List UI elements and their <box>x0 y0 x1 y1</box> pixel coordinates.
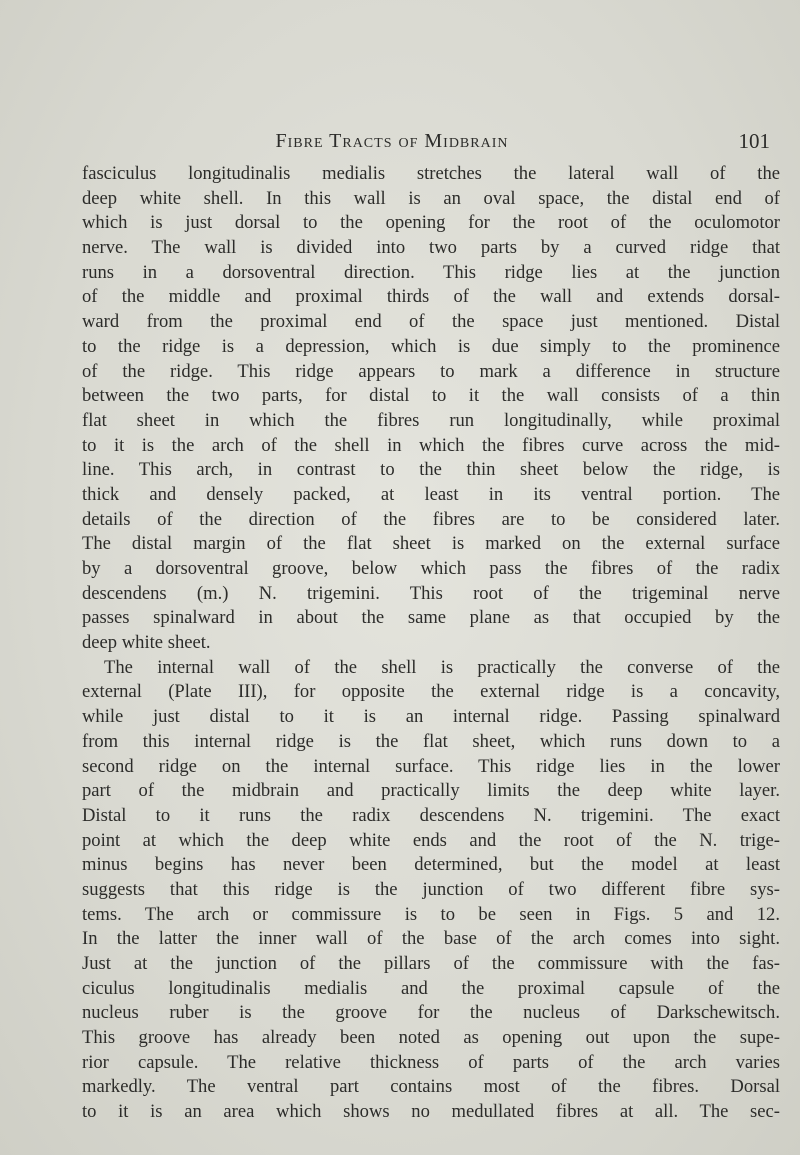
text-line: This groove has already been noted as opening out upon the supe- <box>82 1027 780 1049</box>
text-line: of the middle and proximal thirds of the wall and extends dorsal- <box>82 286 780 308</box>
text-line: to it is the arch of the shell in which the fibres curve across the mid- <box>82 434 780 456</box>
text-line: thick and densely packed, at least in its ventral portion. The <box>82 483 780 505</box>
text-line: rior capsule. The relative thickness of parts of the arch varies <box>82 1051 780 1073</box>
text-line: line. This arch, in contrast to the thin sheet below the ridge, is <box>82 459 780 481</box>
text-line: minus begins has never been determined, but the model at least <box>82 854 780 876</box>
paragraph-last-line: deep white sheet. <box>82 632 211 654</box>
text-line: fasciculus longitudinalis medialis stretches the lateral wall of the <box>82 163 780 184</box>
text-line: markedly. The ventral part contains most of the fibres. Dorsal <box>82 1076 780 1098</box>
text-line: suggests that this ridge is the junction of two different fibre sys- <box>82 878 780 900</box>
text-line: part of the midbrain and practically limits the deep white layer. <box>82 780 780 802</box>
running-title: Fibre Tracts of Midbrain <box>275 130 509 152</box>
text-line: details of the direction of the fibres are to be considered later. <box>82 508 780 530</box>
text-line: In the latter the inner wall of the base of the arch comes into sight. <box>82 928 780 950</box>
text-line: ciculus longitudinalis medialis and the proximal capsule of the <box>82 977 780 999</box>
text-line: nucleus ruber is the groove for the nucleus of Darkschewitsch. <box>82 1002 780 1024</box>
text-line: of the ridge. This ridge appears to mark a difference in structure <box>82 360 780 382</box>
body-text <box>82 162 780 1125</box>
text-line: second ridge on the internal surface. This ridge lies in the lower <box>82 755 780 777</box>
text-line: Distal to it runs the radix descendens N. trigemini. The exact <box>82 804 780 826</box>
text-line: The distal margin of the flat sheet is marked on the external surface <box>82 533 780 555</box>
text-line: nerve. The wall is divided into two parts by a curved ridge that <box>82 237 780 259</box>
text-line: descendens (m.) N. trigemini. This root of the trigeminal nerve <box>82 582 780 604</box>
text-line: to the ridge is a depression, which is due simply to the prominence <box>82 335 780 357</box>
text-line: between the two parts, for distal to it the wall consists of a thin <box>82 385 780 407</box>
text-line: by a dorsoventral groove, below which pass the fibres of the radix <box>82 558 780 579</box>
page-number: 101 <box>738 129 770 153</box>
text-line: point at which the deep white ends and the root of the N. trige- <box>82 829 780 851</box>
text-line: deep white shell. In this wall is an oval space, the distal end of <box>82 187 780 209</box>
text-line: external (Plate III), for opposite the external ridge is a concavity, <box>82 681 780 703</box>
text-line: flat sheet in which the fibres run longitudinally, while proximal <box>82 409 780 431</box>
text-line: runs in a dorsoventral direction. This ridge lies at the junction <box>82 261 780 283</box>
running-head <box>82 126 782 156</box>
text-line: which is just dorsal to the opening for the root of the oculomotor <box>82 212 780 234</box>
text-line: Just at the junction of the pillars of the commissure with the fas- <box>82 953 780 974</box>
paragraph-first-line: The internal wall of the shell is practically the converse of the <box>104 656 780 678</box>
text-line: ward from the proximal end of the space just mentioned. Distal <box>82 311 780 333</box>
text-line: from this internal ridge is the flat sheet, which runs down to a <box>82 730 780 752</box>
text-line: while just distal to it is an internal ridge. Passing spinalward <box>82 706 780 728</box>
text-line: passes spinalward in about the same plane as that occupied by the <box>82 607 780 629</box>
text-line: to it is an area which shows no medullated fibres at all. The sec- <box>82 1101 780 1123</box>
text-line: tems. The arch or commissure is to be seen in Figs. 5 and 12. <box>82 903 780 925</box>
